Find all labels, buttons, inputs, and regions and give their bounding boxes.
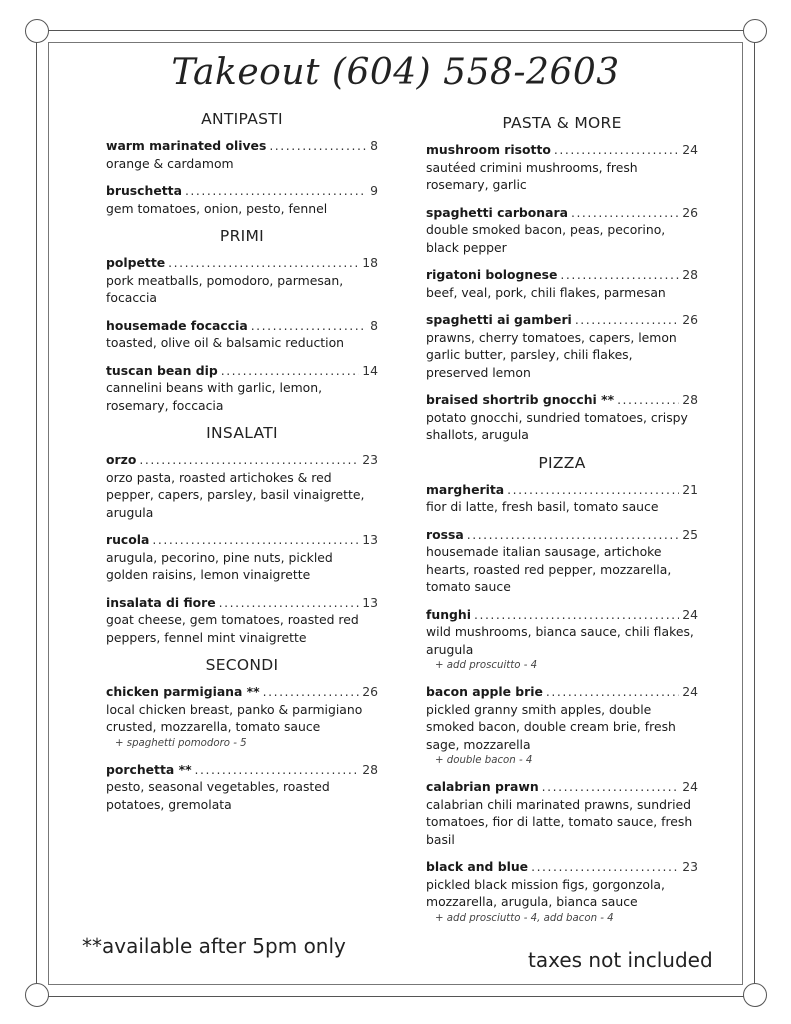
item-addon: + spaghetti pomodoro - 5 (115, 737, 247, 749)
item-description: calabrian chili marinated prawns, sundried tomatoes, fior di latte, tomato sauce, fresh basil (426, 796, 693, 847)
item-name: tuscan bean dip (106, 362, 218, 378)
item-price: 26 (682, 312, 698, 327)
menu-item (426, 391, 698, 444)
menu-item (426, 481, 698, 516)
item-addon: + add prosciutto - 4, add bacon - 4 (435, 912, 614, 924)
menu-item (106, 362, 378, 415)
item-description: potato gnocchi, sundried tomatoes, crispy shallots, arugula (426, 409, 688, 442)
menu-item-header (426, 683, 698, 701)
item-name: bacon apple brie (426, 684, 543, 699)
item-price: 24 (682, 684, 698, 699)
item-name: spaghetti ai gamberi (426, 312, 572, 327)
menu-item (106, 594, 378, 647)
menu-item-header (106, 531, 378, 549)
dot-leader (617, 391, 679, 409)
menu-item (106, 451, 378, 521)
item-price: 26 (682, 204, 698, 220)
menu-item (426, 141, 698, 194)
item-name: mushroom risotto (426, 142, 551, 157)
menu-item (106, 137, 378, 172)
item-description: pickled granny smith apples, double smoked bacon, double cream brie, fresh sage, mozzarella (426, 701, 676, 752)
section-heading: ANTIPASTI (201, 110, 283, 128)
item-name: orzo (106, 452, 137, 467)
item-description: gem tomatoes, onion, pesto, fennel (106, 200, 328, 216)
menu-item-header (106, 451, 378, 469)
menu-column-right (426, 114, 698, 936)
menu-item-header (426, 141, 698, 159)
corner-ornament-top-left (25, 19, 49, 43)
item-description: orzo pasta, roasted artichokes & red pepper, capers, parsley, basil vinaigrette, arugula (106, 469, 365, 520)
item-name: calabrian prawn (426, 779, 539, 794)
menu-section (106, 656, 378, 813)
item-description: pesto, seasonal vegetables, roasted potatoes, gremolata (106, 779, 330, 812)
item-name: spaghetti carbonara (426, 204, 568, 220)
menu-item-header (106, 761, 378, 779)
item-price: 28 (362, 761, 378, 777)
menu-title: Takeout (604) 558-2603 (171, 52, 620, 93)
item-name: margherita (426, 481, 505, 497)
dot-leader (221, 362, 360, 380)
menu-item-header (426, 778, 698, 796)
item-name: bruschetta (106, 183, 182, 198)
menu-item-header (106, 317, 378, 335)
item-price: 23 (682, 859, 698, 874)
item-description: pork meatballs, pomodoro, parmesan, focaccia (106, 272, 344, 305)
section-heading: INSALATI (206, 424, 278, 442)
menu-item (426, 858, 698, 926)
item-price: 21 (682, 481, 698, 497)
menu-item-header (106, 683, 378, 701)
item-description: fior di latte, fresh basil, tomato sauce (426, 499, 659, 514)
item-price: 24 (682, 779, 698, 794)
dot-leader (554, 141, 679, 159)
dot-leader (560, 266, 679, 284)
dot-leader (168, 254, 359, 272)
item-price: 28 (682, 267, 698, 282)
item-description: sautéed crimini mushrooms, fresh rosemary, garlic (426, 159, 638, 192)
menu-section (426, 114, 698, 444)
item-name: funghi (426, 606, 471, 622)
item-name: rucola (106, 532, 150, 547)
dot-leader (139, 451, 359, 469)
item-name: braised shortrib gnocchi ** (426, 392, 615, 407)
item-price: 24 (682, 142, 698, 157)
menu-item-header (106, 182, 378, 200)
availability-note: **available after 5pm only (82, 934, 346, 958)
item-name: porchetta ** (106, 761, 192, 777)
item-price: 13 (362, 594, 378, 610)
menu-item (106, 761, 378, 814)
dot-leader (575, 311, 679, 329)
menu-item-header (106, 362, 378, 380)
menu-item (426, 683, 698, 768)
menu-item (426, 526, 698, 596)
item-price: 9 (370, 183, 378, 198)
dot-leader (185, 182, 367, 200)
item-price: 8 (370, 138, 378, 153)
dot-leader (571, 204, 679, 222)
item-price: 25 (682, 526, 698, 542)
section-heading: PRIMI (219, 227, 265, 245)
menu-item (106, 182, 378, 217)
item-price: 18 (362, 255, 378, 270)
section-heading: PIZZA (538, 453, 586, 472)
item-name: chicken parmigiana ** (106, 684, 260, 699)
item-description: double smoked bacon, peas, pecorino, black pepper (426, 222, 666, 255)
dot-leader (531, 858, 679, 876)
menu-item-header (426, 481, 698, 499)
menu-item (106, 317, 378, 352)
item-description: wild mushrooms, bianca sauce, chili flakes, arugula (426, 624, 694, 657)
dot-leader (542, 778, 680, 796)
corner-ornament-bottom-right (743, 983, 767, 1007)
menu-item (106, 531, 378, 584)
section-heading: SECONDI (205, 656, 279, 674)
section-heading: PASTA & MORE (502, 114, 622, 132)
item-description: toasted, olive oil & balsamic reduction (106, 335, 344, 350)
dot-leader (269, 137, 367, 155)
menu-item (426, 311, 698, 381)
menu-item (106, 683, 378, 751)
menu-item-header (106, 137, 378, 155)
menu-item-header (426, 311, 698, 329)
dot-leader (219, 594, 360, 612)
item-name: rossa (426, 526, 464, 542)
menu-item-header (106, 254, 378, 272)
menu-item-header (106, 594, 378, 612)
menu-item (426, 778, 698, 848)
menu-item (426, 204, 698, 257)
item-description: housemade italian sausage, artichoke hearts, roasted red pepper, mozzarella, tomato sauce (426, 544, 672, 594)
item-price: 8 (370, 317, 378, 333)
item-price: 28 (682, 392, 698, 407)
menu-item (426, 606, 698, 674)
item-name: polpette (106, 255, 166, 270)
item-addon: + double bacon - 4 (435, 755, 533, 766)
item-name: housemade focaccia (106, 317, 248, 333)
menu-section (106, 424, 378, 646)
item-description: cannelini beans with garlic, lemon, rosemary, foccacia (106, 380, 323, 413)
tax-note: taxes not included (528, 948, 713, 972)
menu-item-header (426, 204, 698, 222)
dot-leader (152, 531, 359, 549)
menu-item (106, 254, 378, 307)
item-description: pickled black mission figs, gorgonzola, mozzarella, arugula, bianca sauce (426, 876, 665, 909)
item-price: 23 (362, 452, 378, 467)
menu-item-header (426, 606, 698, 624)
menu-item-header (426, 266, 698, 284)
item-price: 13 (362, 532, 378, 547)
menu-item (426, 266, 698, 301)
dot-leader (251, 317, 367, 335)
item-addon: + add proscuitto - 4 (435, 660, 538, 671)
dot-leader (474, 606, 679, 624)
menu-item-header (426, 391, 698, 409)
item-description: beef, veal, pork, chili flakes, parmesan (426, 284, 666, 300)
menu-section (106, 110, 378, 217)
corner-ornament-bottom-left (25, 983, 49, 1007)
dot-leader (195, 761, 360, 779)
menu-section (426, 454, 698, 926)
corner-ornament-top-right (743, 19, 767, 43)
item-description: local chicken breast, panko & parmigiano crusted, mozzarella, tomato sauce (106, 701, 363, 734)
menu-item-header (426, 526, 698, 544)
item-description: prawns, cherry tomatoes, capers, lemon garlic butter, parsley, chili flakes, preserved lemon (426, 329, 677, 380)
menu-section (106, 227, 378, 414)
item-name: warm marinated olives (106, 138, 267, 153)
menu-column-left (106, 110, 378, 823)
item-description: orange & cardamom (106, 155, 234, 171)
item-price: 24 (682, 606, 698, 622)
item-price: 14 (362, 362, 378, 378)
item-name: insalata di fiore (106, 594, 216, 610)
dot-leader (507, 481, 679, 499)
item-name: rigatoni bolognese (426, 267, 558, 282)
item-name: black and blue (426, 859, 529, 874)
item-price: 26 (362, 684, 378, 699)
item-description: goat cheese, gem tomatoes, roasted red peppers, fennel mint vinaigrette (106, 612, 359, 645)
dot-leader (467, 526, 679, 544)
item-description: arugula, pecorino, pine nuts, pickled golden raisins, lemon vinaigrette (106, 549, 333, 582)
dot-leader (546, 683, 679, 701)
menu-item-header (426, 858, 698, 876)
dot-leader (263, 683, 360, 701)
